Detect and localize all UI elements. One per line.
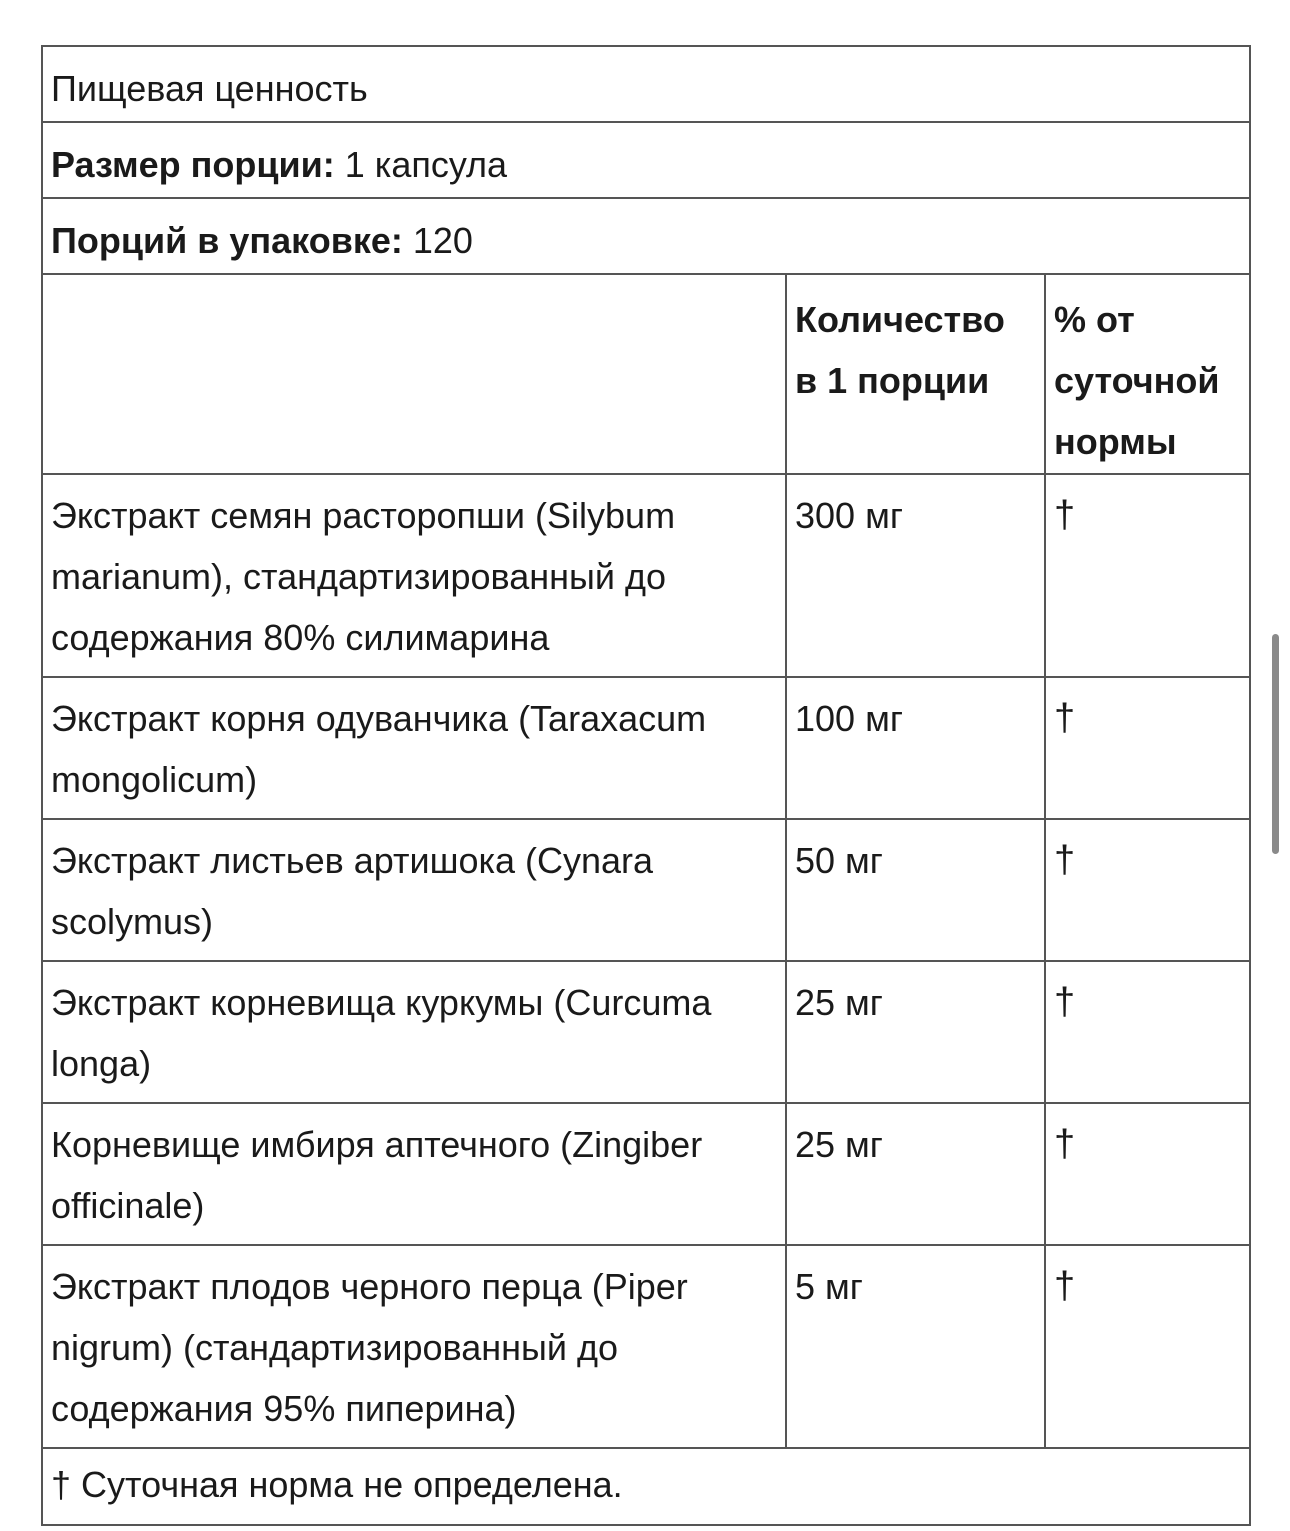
- servings-per-container-value: 120: [412, 220, 473, 261]
- ingredient-name: Экстракт семян расторопши (Silybum marianum), стандартизированный до содержания 80% силимарина: [42, 474, 786, 677]
- ingredient-daily-value: †: [1045, 1103, 1250, 1245]
- footnote-row: [42, 1448, 1250, 1525]
- ingredient-name: Экстракт плодов черного перца (Piper nigrum) (стандартизированный до содержания 95% пиперина): [42, 1245, 786, 1448]
- title-row: [42, 46, 1250, 122]
- ingredient-daily-value: †: [1045, 1245, 1250, 1448]
- ingredient-name: Экстракт листьев артишока (Cynara scolymus): [42, 819, 786, 961]
- serving-size-value: 1 капсула: [344, 144, 508, 185]
- ingredient-name: Экстракт корневища куркумы (Curcuma longa): [42, 961, 786, 1103]
- ingredient-row: [42, 474, 1250, 677]
- column-header-row: [42, 274, 1250, 474]
- ingredient-amount: 25 мг: [786, 961, 1045, 1103]
- servings-per-container-label: Порций в упаковке:: [51, 220, 403, 261]
- ingredient-amount: 300 мг: [786, 474, 1045, 677]
- column-header-daily-value: % от суточной нормы: [1045, 274, 1250, 474]
- table-title: Пищевая ценность: [42, 46, 1250, 122]
- ingredient-row: [42, 677, 1250, 819]
- servings-per-container-cell: [42, 198, 1250, 274]
- ingredient-amount: 100 мг: [786, 677, 1045, 819]
- ingredient-row: [42, 961, 1250, 1103]
- ingredient-daily-value: †: [1045, 961, 1250, 1103]
- ingredient-row: [42, 1103, 1250, 1245]
- serving-size-row: [42, 122, 1250, 198]
- ingredient-daily-value: †: [1045, 819, 1250, 961]
- ingredient-row: [42, 819, 1250, 961]
- ingredient-daily-value: †: [1045, 474, 1250, 677]
- column-header-amount: Количество в 1 порции: [786, 274, 1045, 474]
- servings-per-container-row: [42, 198, 1250, 274]
- serving-size-label: Размер порции:: [51, 144, 335, 185]
- ingredient-amount: 5 мг: [786, 1245, 1045, 1448]
- column-header-ingredient: [42, 274, 786, 474]
- supplement-facts-table: [41, 45, 1251, 1526]
- ingredient-amount: 25 мг: [786, 1103, 1045, 1245]
- scrollbar-thumb[interactable]: [1272, 634, 1279, 854]
- ingredient-row: [42, 1245, 1250, 1448]
- serving-size-cell: [42, 122, 1250, 198]
- ingredient-amount: 50 мг: [786, 819, 1045, 961]
- ingredient-name: Корневище имбиря аптечного (Zingiber officinale): [42, 1103, 786, 1245]
- footnote: † Суточная норма не определена.: [42, 1448, 1250, 1525]
- ingredient-name: Экстракт корня одуванчика (Taraxacum mongolicum): [42, 677, 786, 819]
- ingredient-daily-value: †: [1045, 677, 1250, 819]
